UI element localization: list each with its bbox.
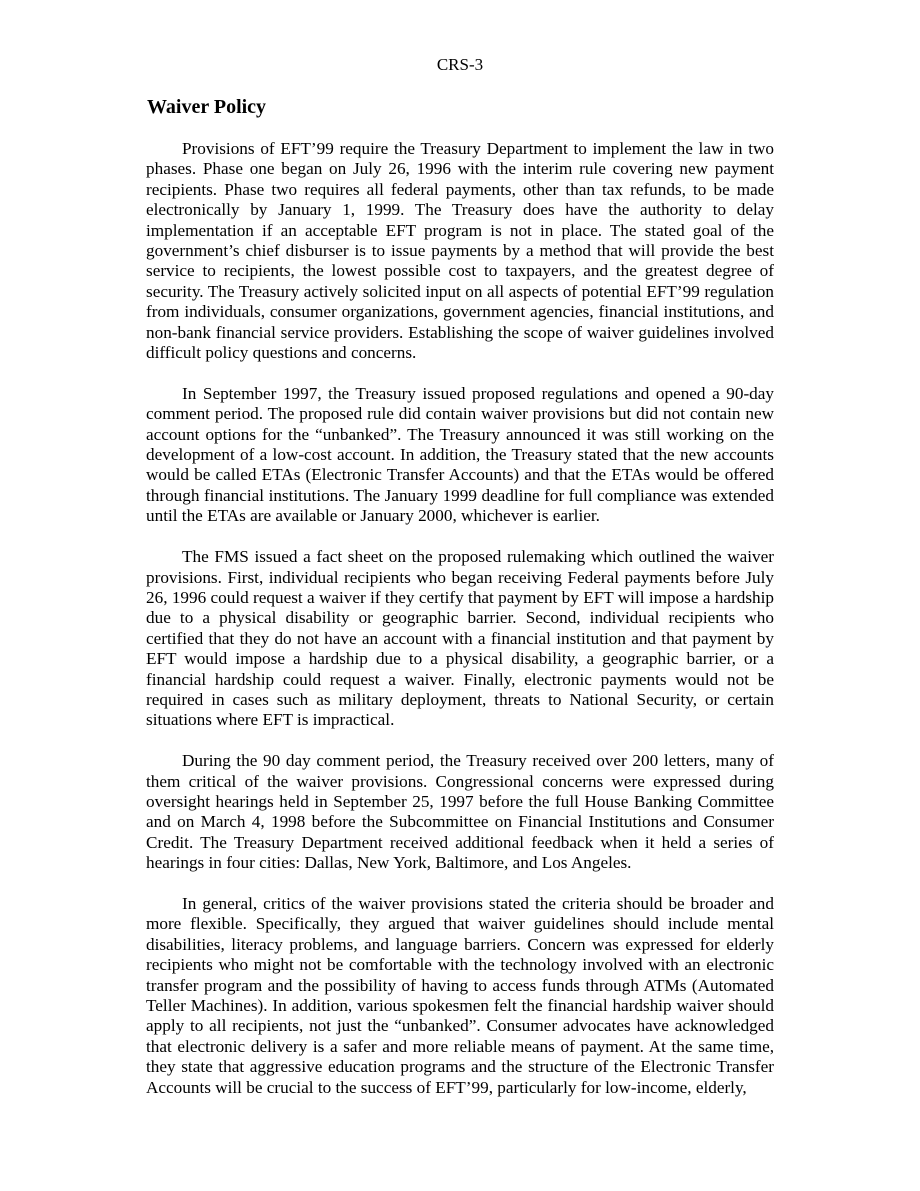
paragraph-proposed-regulations: In September 1997, the Treasury issued proposed regulations and opened a 90-day comment period. The proposed rule did contain waiver provisions but did not contain new account options for the “unbanked”. The Treasury announced it was still working on the development of a low-cost account. In addition, the Treasury stated that the new accounts would be called ETAs (Electronic Transfer Accounts) and that the ETAs would be offered through financial institutions. The January 1999 deadline for full compliance was extended until the ETAs are available or January 2000, whichever is earlier. bbox=[146, 383, 774, 526]
paragraph-fms-fact-sheet: The FMS issued a fact sheet on the proposed rulemaking which outlined the waiver provisions. First, individual recipients who began receiving Federal payments before July 26, 1996 could request a waiver if they certify that payment by EFT will impose a hardship due to a physical disability or geographic barrier. Second, individual recipients who certified that they do not have an account with a financial institution and that payment by EFT would impose a hardship due to a physical disability, a geographic barrier, or a financial hardship could request a waiver. Finally, electronic payments would not be required in cases such as military deployment, threats to National Security, or certain situations where EFT is impractical. bbox=[146, 547, 774, 730]
page-header: CRS-3 bbox=[436, 55, 484, 74]
body-text bbox=[146, 139, 774, 1118]
paragraph-critics: In general, critics of the waiver provisions stated the criteria should be broader and more flexible. Specifically, they argued that waiver guidelines should include mental disabilities, literacy problems, and language barriers. Concern was expressed for elderly recipients who might not be comfortable with the technology involved with an electronic transfer program and the possibility of having to access funds through ATMs (Automated Teller Machines). In addition, various spokesmen felt the financial hardship waiver should apply to all recipients, not just the “unbanked”. Consumer advocates have acknowledged that electronic delivery is a safer and more reliable means of payment. At the same time, they state that aggressive education programs and the structure of the Electronic Transfer Accounts will be crucial to the success of EFT’99, particularly for low-income, elderly, bbox=[146, 893, 774, 1097]
paragraph-phases: Provisions of EFT’99 require the Treasury Department to implement the law in two phases. Phase one began on July 26, 1996 with the interim rule covering new payment recipients. Phase two requires all federal payments, other than tax refunds, to be made electronically by January 1, 1999. The Treasury does have the authority to delay implementation if an acceptable EFT program is not in place. The stated goal of the government’s chief disburser is to issue payments by a method that will provide the best service to recipients, the lowest possible cost to taxpayers, and the greatest degree of security. The Treasury actively solicited input on all aspects of potential EFT’99 regulation from individuals, consumer organizations, government agencies, financial institutions, and non-bank financial service providers. Establishing the scope of waiver guidelines involved difficult policy questions and concerns. bbox=[146, 139, 774, 363]
paragraph-comment-period: During the 90 day comment period, the Treasury received over 200 letters, many of them critical of the waiver provisions. Congressional concerns were expressed during oversight hearings held in September 25, 1997 before the full House Banking Committee and on March 4, 1998 before the Subcommittee on Financial Institutions and Consumer Credit. The Treasury Department received additional feedback when it held a series of hearings in four cities: Dallas, New York, Baltimore, and Los Angeles. bbox=[146, 751, 774, 873]
section-heading: Waiver Policy bbox=[147, 96, 267, 118]
